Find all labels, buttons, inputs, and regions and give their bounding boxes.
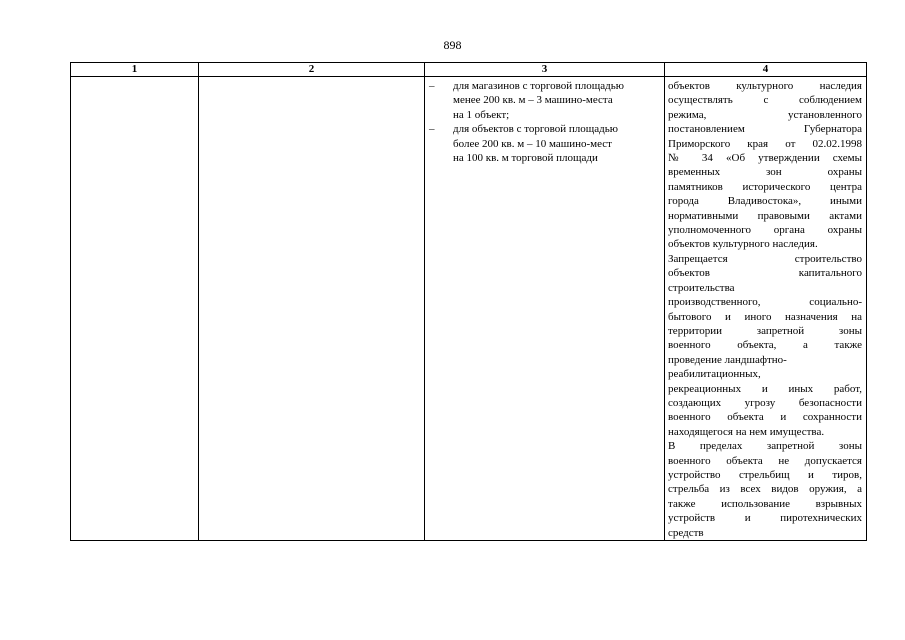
cell-col-3 bbox=[425, 77, 665, 541]
text-line: проведение ландшафтно- bbox=[668, 353, 787, 366]
cell-col-1 bbox=[71, 77, 199, 541]
text-line: осуществлять с соблюдением bbox=[668, 94, 862, 107]
text-line: также использование взрывных bbox=[668, 497, 862, 510]
text-line: режима, установленного bbox=[668, 108, 862, 121]
text-line: Запрещается строительство bbox=[668, 252, 862, 265]
restrictions-text bbox=[668, 79, 862, 540]
text-line: менее 200 кв. м – 3 машино-места bbox=[453, 94, 613, 107]
text-line: для магазинов с торговой площадью bbox=[453, 80, 624, 92]
text-line: нормативными правовыми актами bbox=[668, 209, 862, 222]
page-number: 898 bbox=[443, 38, 462, 52]
text-line: для объектов с торговой площадью bbox=[453, 123, 618, 136]
text-line: производственного, социально- bbox=[668, 296, 862, 309]
text-line: устройство стрельбищ и тиров, bbox=[668, 468, 862, 481]
text-line: памятников исторического центра bbox=[668, 180, 862, 193]
column-header-2: 2 bbox=[199, 63, 425, 77]
regulations-table bbox=[70, 62, 867, 541]
text-line: более 200 кв. м – 10 машино-мест bbox=[453, 137, 612, 150]
text-line: военного объекта, а также bbox=[668, 339, 862, 352]
cell-col-4 bbox=[665, 77, 867, 541]
text-line: территории запретной зоны bbox=[668, 324, 862, 337]
text-line: на 100 кв. м торговой площади bbox=[453, 152, 598, 165]
text-line: В пределах запретной зоны bbox=[668, 440, 862, 453]
text-line: стрельба из всех видов оружия, а bbox=[668, 483, 862, 496]
cell-col-2 bbox=[199, 77, 425, 541]
text-line: № 34 «Об утверждении схемы bbox=[668, 152, 862, 165]
text-line: бытового и иного назначения на bbox=[668, 310, 862, 323]
text-line: объектов капитального bbox=[668, 267, 862, 280]
dash-bullet: – bbox=[429, 80, 435, 92]
text-line: объектов культурного наследия. bbox=[668, 238, 818, 251]
text-line: военного объекта не допускается bbox=[668, 454, 862, 467]
column-header-4: 4 bbox=[665, 63, 867, 77]
text-line: строительства bbox=[668, 281, 735, 294]
column-header-3: 3 bbox=[425, 63, 665, 77]
table-row bbox=[71, 77, 867, 541]
text-line: создающих угрозу безопасности bbox=[668, 396, 862, 409]
column-header-1: 1 bbox=[71, 63, 199, 77]
text-line: средств bbox=[668, 526, 704, 539]
dash-bullet: – bbox=[429, 123, 435, 136]
text-line: реабилитационных, bbox=[668, 368, 761, 381]
text-line: военного объекта и сохранности bbox=[668, 411, 862, 424]
text-line: временных зон охраны bbox=[668, 166, 862, 179]
text-line: города Владивостока», иными bbox=[668, 195, 862, 208]
text-line: устройств и пиротехнических bbox=[668, 512, 862, 525]
text-line: находящегося на нем имущества. bbox=[668, 425, 825, 438]
text-line: постановлением Губернатора bbox=[668, 123, 862, 136]
parking-requirement-item bbox=[429, 122, 658, 165]
parking-requirement-item bbox=[429, 79, 658, 122]
text-line: уполномоченного органа охраны bbox=[668, 224, 862, 237]
text-line: Приморского края от 02.02.1998 bbox=[668, 137, 862, 150]
text-line: объектов культурного наследия bbox=[668, 80, 862, 92]
text-line: на 1 объект; bbox=[453, 108, 510, 121]
table-header-row bbox=[71, 63, 867, 77]
text-line: рекреационных и иных работ, bbox=[668, 382, 862, 395]
